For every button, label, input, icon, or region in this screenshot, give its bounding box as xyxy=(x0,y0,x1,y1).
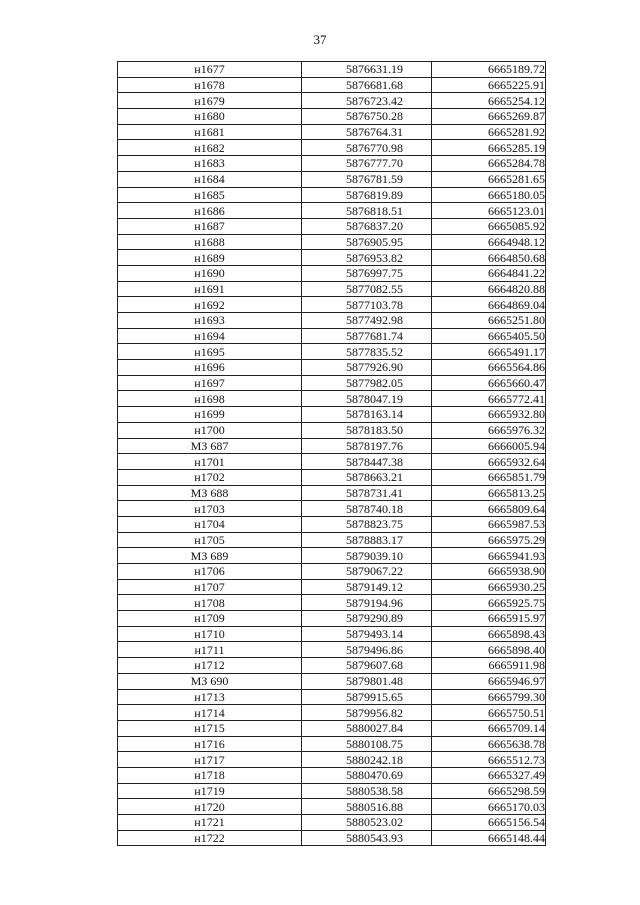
x-coordinate-cell: 5880538.58 xyxy=(302,783,432,799)
x-coordinate-cell: 5876818.51 xyxy=(302,203,432,219)
table-row xyxy=(118,720,546,736)
x-coordinate-cell: 5876681.68 xyxy=(302,77,432,93)
table-row xyxy=(118,124,546,140)
y-coordinate-cell: 6665709.14 xyxy=(432,720,546,736)
point-name-cell: н1678 xyxy=(118,77,302,93)
x-coordinate-cell: 5878447.38 xyxy=(302,454,432,470)
x-coordinate-cell: 5879801.48 xyxy=(302,673,432,689)
y-coordinate-cell: 6665941.93 xyxy=(432,548,546,564)
y-coordinate-cell: 6665298.59 xyxy=(432,783,546,799)
point-name-cell: н1683 xyxy=(118,156,302,172)
point-name-cell: МЗ 688 xyxy=(118,485,302,501)
table-row xyxy=(118,93,546,109)
table-row xyxy=(118,564,546,580)
table-row xyxy=(118,265,546,281)
table-row xyxy=(118,595,546,611)
x-coordinate-cell: 5878197.76 xyxy=(302,438,432,454)
x-coordinate-cell: 5878740.18 xyxy=(302,501,432,517)
x-coordinate-cell: 5877082.55 xyxy=(302,281,432,297)
y-coordinate-cell: 6665254.12 xyxy=(432,93,546,109)
table-row xyxy=(118,485,546,501)
point-name-cell: МЗ 690 xyxy=(118,673,302,689)
y-coordinate-cell: 6665327.49 xyxy=(432,767,546,783)
table-row xyxy=(118,689,546,705)
x-coordinate-cell: 5877982.05 xyxy=(302,375,432,391)
coordinates-table-body xyxy=(118,62,546,846)
y-coordinate-cell: 6665281.65 xyxy=(432,171,546,187)
point-name-cell: н1707 xyxy=(118,579,302,595)
y-coordinate-cell: 6665975.29 xyxy=(432,532,546,548)
point-name-cell: н1700 xyxy=(118,422,302,438)
table-row xyxy=(118,203,546,219)
table-row xyxy=(118,375,546,391)
x-coordinate-cell: 5878163.14 xyxy=(302,407,432,423)
y-coordinate-cell: 6665269.87 xyxy=(432,109,546,125)
x-coordinate-cell: 5878731.41 xyxy=(302,485,432,501)
x-coordinate-cell: 5880516.88 xyxy=(302,799,432,815)
table-row xyxy=(118,799,546,815)
point-name-cell: н1706 xyxy=(118,564,302,580)
y-coordinate-cell: 6665085.92 xyxy=(432,218,546,234)
point-name-cell: н1702 xyxy=(118,469,302,485)
table-row xyxy=(118,501,546,517)
y-coordinate-cell: 6665180.05 xyxy=(432,187,546,203)
point-name-cell: н1704 xyxy=(118,516,302,532)
y-coordinate-cell: 6665946.97 xyxy=(432,673,546,689)
point-name-cell: н1684 xyxy=(118,171,302,187)
y-coordinate-cell: 6665170.03 xyxy=(432,799,546,815)
table-row xyxy=(118,344,546,360)
y-coordinate-cell: 6665281.92 xyxy=(432,124,546,140)
x-coordinate-cell: 5879493.14 xyxy=(302,626,432,642)
x-coordinate-cell: 5877103.78 xyxy=(302,297,432,313)
x-coordinate-cell: 5880027.84 xyxy=(302,720,432,736)
y-coordinate-cell: 6665911.98 xyxy=(432,658,546,674)
y-coordinate-cell: 6665564.86 xyxy=(432,360,546,376)
x-coordinate-cell: 5876905.95 xyxy=(302,234,432,250)
table-row xyxy=(118,611,546,627)
y-coordinate-cell: 6665405.50 xyxy=(432,328,546,344)
point-name-cell: н1694 xyxy=(118,328,302,344)
x-coordinate-cell: 5879956.82 xyxy=(302,705,432,721)
y-coordinate-cell: 6666005.94 xyxy=(432,438,546,454)
point-name-cell: н1682 xyxy=(118,140,302,156)
point-name-cell: н1718 xyxy=(118,767,302,783)
x-coordinate-cell: 5877835.52 xyxy=(302,344,432,360)
point-name-cell: н1713 xyxy=(118,689,302,705)
y-coordinate-cell: 6665813.25 xyxy=(432,485,546,501)
table-row xyxy=(118,171,546,187)
x-coordinate-cell: 5876819.89 xyxy=(302,187,432,203)
table-row xyxy=(118,140,546,156)
x-coordinate-cell: 5876997.75 xyxy=(302,265,432,281)
point-name-cell: н1709 xyxy=(118,611,302,627)
point-name-cell: н1716 xyxy=(118,736,302,752)
y-coordinate-cell: 6665938.90 xyxy=(432,564,546,580)
y-coordinate-cell: 6665932.80 xyxy=(432,407,546,423)
table-row xyxy=(118,234,546,250)
table-row xyxy=(118,469,546,485)
x-coordinate-cell: 5876781.59 xyxy=(302,171,432,187)
y-coordinate-cell: 6664869.04 xyxy=(432,297,546,313)
point-name-cell: н1687 xyxy=(118,218,302,234)
table-row xyxy=(118,281,546,297)
x-coordinate-cell: 5876631.19 xyxy=(302,62,432,78)
x-coordinate-cell: 5879607.68 xyxy=(302,658,432,674)
table-row xyxy=(118,815,546,831)
x-coordinate-cell: 5878663.21 xyxy=(302,469,432,485)
x-coordinate-cell: 5879496.86 xyxy=(302,642,432,658)
point-name-cell: н1677 xyxy=(118,62,302,78)
table-row xyxy=(118,767,546,783)
y-coordinate-cell: 6665491.17 xyxy=(432,344,546,360)
table-row xyxy=(118,109,546,125)
table-row xyxy=(118,438,546,454)
table-row xyxy=(118,736,546,752)
point-name-cell: н1693 xyxy=(118,313,302,329)
table-row xyxy=(118,77,546,93)
y-coordinate-cell: 6665925.75 xyxy=(432,595,546,611)
y-coordinate-cell: 6665660.47 xyxy=(432,375,546,391)
point-name-cell: МЗ 689 xyxy=(118,548,302,564)
point-name-cell: н1697 xyxy=(118,375,302,391)
y-coordinate-cell: 6665148.44 xyxy=(432,830,546,846)
point-name-cell: н1699 xyxy=(118,407,302,423)
y-coordinate-cell: 6664850.68 xyxy=(432,250,546,266)
point-name-cell: н1705 xyxy=(118,532,302,548)
x-coordinate-cell: 5876723.42 xyxy=(302,93,432,109)
x-coordinate-cell: 5876777.70 xyxy=(302,156,432,172)
y-coordinate-cell: 6665851.79 xyxy=(432,469,546,485)
page-number: 37 xyxy=(313,32,327,47)
x-coordinate-cell: 5878883.17 xyxy=(302,532,432,548)
table-row xyxy=(118,705,546,721)
table-row xyxy=(118,752,546,768)
table-row xyxy=(118,830,546,846)
point-name-cell: н1721 xyxy=(118,815,302,831)
y-coordinate-cell: 6665285.19 xyxy=(432,140,546,156)
table-row xyxy=(118,187,546,203)
x-coordinate-cell: 5880242.18 xyxy=(302,752,432,768)
table-row xyxy=(118,516,546,532)
point-name-cell: н1690 xyxy=(118,265,302,281)
x-coordinate-cell: 5879039.10 xyxy=(302,548,432,564)
table-row xyxy=(118,548,546,564)
x-coordinate-cell: 5876764.31 xyxy=(302,124,432,140)
point-name-cell: н1691 xyxy=(118,281,302,297)
point-name-cell: н1701 xyxy=(118,454,302,470)
point-name-cell: н1681 xyxy=(118,124,302,140)
table-row xyxy=(118,407,546,423)
y-coordinate-cell: 6665809.64 xyxy=(432,501,546,517)
table-row xyxy=(118,626,546,642)
point-name-cell: н1688 xyxy=(118,234,302,250)
point-name-cell: н1714 xyxy=(118,705,302,721)
x-coordinate-cell: 5876837.20 xyxy=(302,218,432,234)
table-row xyxy=(118,360,546,376)
y-coordinate-cell: 6665772.41 xyxy=(432,391,546,407)
point-name-cell: н1717 xyxy=(118,752,302,768)
point-name-cell: н1708 xyxy=(118,595,302,611)
y-coordinate-cell: 6664948.12 xyxy=(432,234,546,250)
y-coordinate-cell: 6664841.22 xyxy=(432,265,546,281)
point-name-cell: н1695 xyxy=(118,344,302,360)
x-coordinate-cell: 5876750.28 xyxy=(302,109,432,125)
table-row xyxy=(118,313,546,329)
coordinates-table xyxy=(117,61,546,846)
y-coordinate-cell: 6665799.30 xyxy=(432,689,546,705)
table-row xyxy=(118,156,546,172)
y-coordinate-cell: 6665123.01 xyxy=(432,203,546,219)
x-coordinate-cell: 5878183.50 xyxy=(302,422,432,438)
point-name-cell: н1698 xyxy=(118,391,302,407)
table-row xyxy=(118,658,546,674)
point-name-cell: н1722 xyxy=(118,830,302,846)
table-row xyxy=(118,391,546,407)
point-name-cell: н1679 xyxy=(118,93,302,109)
y-coordinate-cell: 6665189.72 xyxy=(432,62,546,78)
x-coordinate-cell: 5879149.12 xyxy=(302,579,432,595)
table-row xyxy=(118,642,546,658)
x-coordinate-cell: 5877492.98 xyxy=(302,313,432,329)
y-coordinate-cell: 6665750.51 xyxy=(432,705,546,721)
point-name-cell: н1720 xyxy=(118,799,302,815)
y-coordinate-cell: 6665284.78 xyxy=(432,156,546,172)
table-row xyxy=(118,783,546,799)
table-row xyxy=(118,454,546,470)
point-name-cell: н1685 xyxy=(118,187,302,203)
x-coordinate-cell: 5878823.75 xyxy=(302,516,432,532)
point-name-cell: н1710 xyxy=(118,626,302,642)
x-coordinate-cell: 5876770.98 xyxy=(302,140,432,156)
table-row xyxy=(118,328,546,344)
table-row xyxy=(118,297,546,313)
table-row xyxy=(118,422,546,438)
x-coordinate-cell: 5879915.65 xyxy=(302,689,432,705)
y-coordinate-cell: 6665898.43 xyxy=(432,626,546,642)
x-coordinate-cell: 5877926.90 xyxy=(302,360,432,376)
point-name-cell: н1711 xyxy=(118,642,302,658)
x-coordinate-cell: 5880543.93 xyxy=(302,830,432,846)
table-row xyxy=(118,532,546,548)
y-coordinate-cell: 6664820.88 xyxy=(432,281,546,297)
point-name-cell: н1686 xyxy=(118,203,302,219)
x-coordinate-cell: 5876953.82 xyxy=(302,250,432,266)
x-coordinate-cell: 5877681.74 xyxy=(302,328,432,344)
point-name-cell: н1692 xyxy=(118,297,302,313)
y-coordinate-cell: 6665987.53 xyxy=(432,516,546,532)
x-coordinate-cell: 5879194.96 xyxy=(302,595,432,611)
y-coordinate-cell: 6665932.64 xyxy=(432,454,546,470)
x-coordinate-cell: 5879290.89 xyxy=(302,611,432,627)
point-name-cell: н1689 xyxy=(118,250,302,266)
point-name-cell: МЗ 687 xyxy=(118,438,302,454)
y-coordinate-cell: 6665930.25 xyxy=(432,579,546,595)
point-name-cell: н1715 xyxy=(118,720,302,736)
y-coordinate-cell: 6665512.73 xyxy=(432,752,546,768)
y-coordinate-cell: 6665976.32 xyxy=(432,422,546,438)
table-row xyxy=(118,579,546,595)
table-row xyxy=(118,218,546,234)
table-row xyxy=(118,62,546,78)
y-coordinate-cell: 6665915.97 xyxy=(432,611,546,627)
table-row xyxy=(118,250,546,266)
x-coordinate-cell: 5880108.75 xyxy=(302,736,432,752)
point-name-cell: н1712 xyxy=(118,658,302,674)
x-coordinate-cell: 5878047.19 xyxy=(302,391,432,407)
point-name-cell: н1719 xyxy=(118,783,302,799)
y-coordinate-cell: 6665225.91 xyxy=(432,77,546,93)
y-coordinate-cell: 6665898.40 xyxy=(432,642,546,658)
x-coordinate-cell: 5880470.69 xyxy=(302,767,432,783)
x-coordinate-cell: 5879067.22 xyxy=(302,564,432,580)
y-coordinate-cell: 6665638.78 xyxy=(432,736,546,752)
y-coordinate-cell: 6665251.80 xyxy=(432,313,546,329)
x-coordinate-cell: 5880523.02 xyxy=(302,815,432,831)
point-name-cell: н1703 xyxy=(118,501,302,517)
table-row xyxy=(118,673,546,689)
point-name-cell: н1696 xyxy=(118,360,302,376)
y-coordinate-cell: 6665156.54 xyxy=(432,815,546,831)
point-name-cell: н1680 xyxy=(118,109,302,125)
